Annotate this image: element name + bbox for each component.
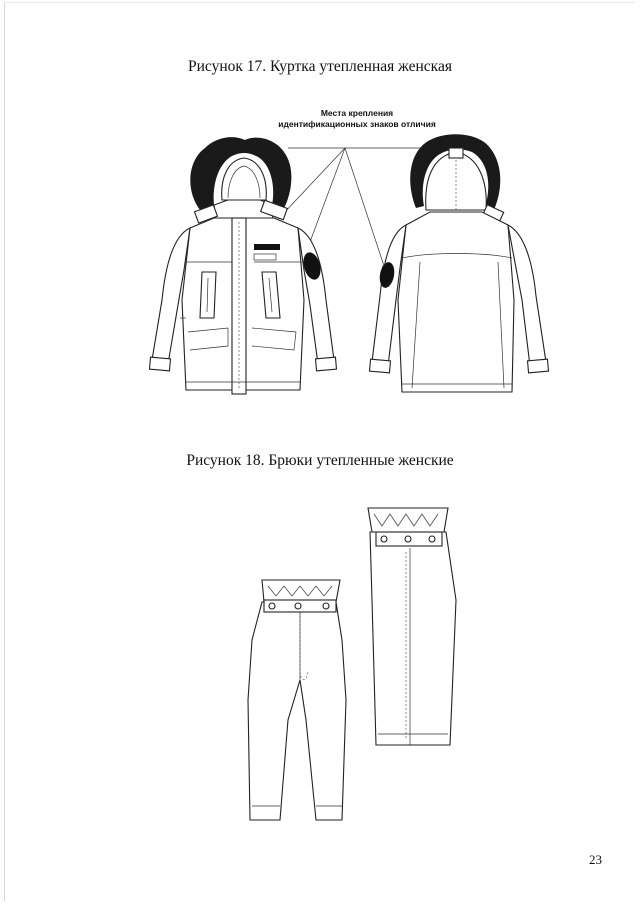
figure-18-caption: Рисунок 18. Брюки утепленные женские: [186, 452, 454, 469]
page-number: 23: [589, 852, 602, 867]
callout-line-2: идентификационных знаков отличия: [278, 119, 436, 129]
figure-17-caption: Рисунок 17. Куртка утепленная женская: [188, 58, 452, 75]
trousers-front-drawing: [248, 580, 346, 820]
callout-line-1: Места крепления: [320, 108, 394, 118]
jacket-back-drawing: [370, 134, 549, 392]
trousers-back-drawing: [368, 508, 456, 745]
jacket-front-drawing: [150, 137, 337, 394]
